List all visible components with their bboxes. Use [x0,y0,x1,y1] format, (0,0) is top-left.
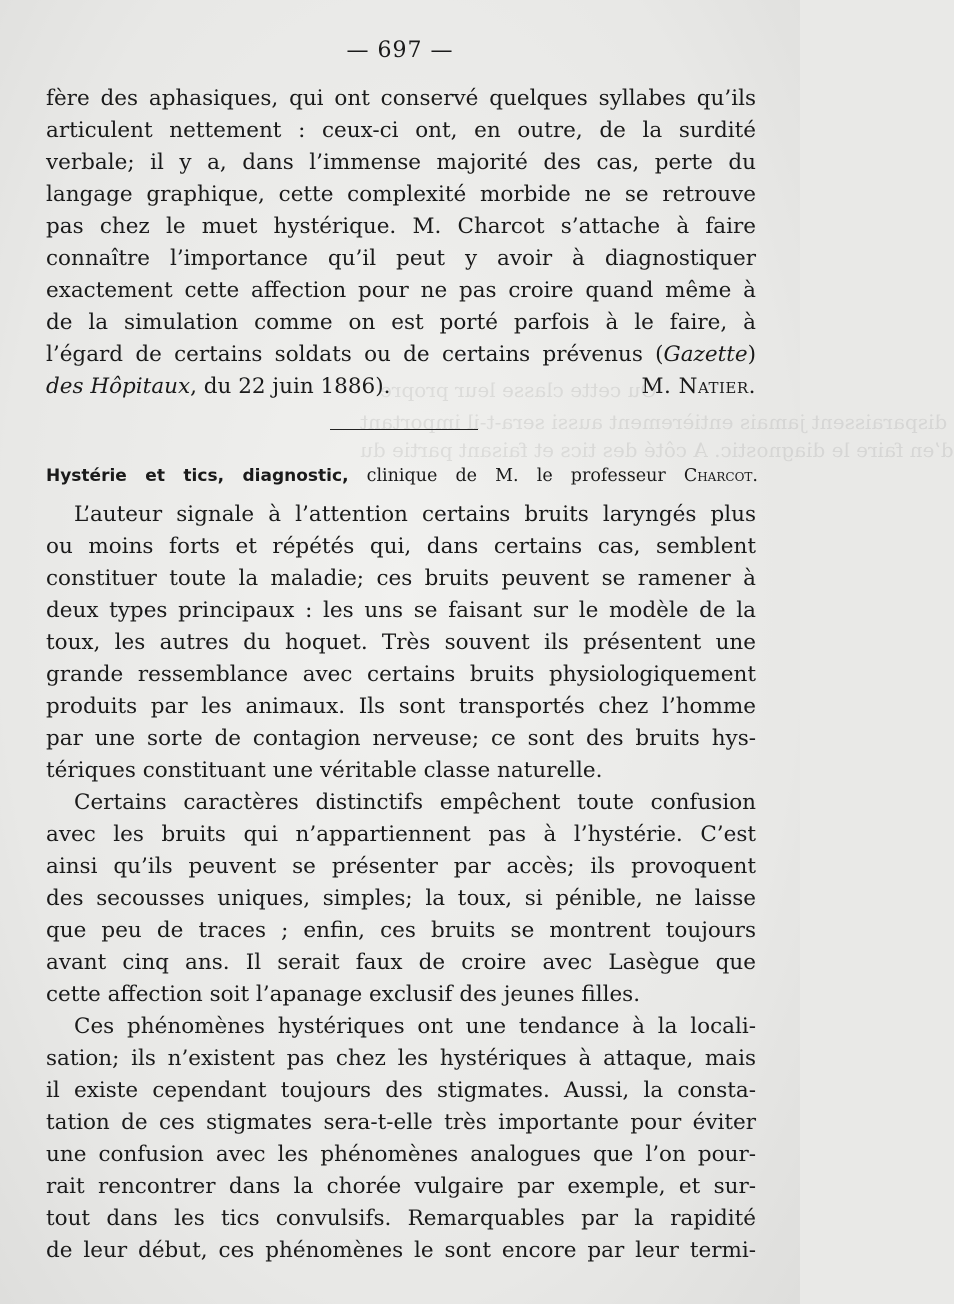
section-divider [330,429,478,430]
text-line: exactement cette affection pour ne pas croire quand même à [46,278,756,303]
text-line: tériques constituant une véritable classe naturelle. [46,758,603,783]
article-title: Hystérie et tics, diagnostic, [46,466,349,486]
text-line: sation; ils n’existent pas chez les hystériques à attaque, mais [46,1046,756,1071]
text-line: Ces phénomènes hystériques ont une tendance à la locali- [74,1014,756,1039]
text-line: constituer toute la maladie; ces bruits peuvent se ramener à [46,566,756,591]
text-line: avant cinq ans. Il serait faux de croire avec Lasègue que [46,950,756,975]
article-heading [46,461,758,491]
author-signature: M. Natier. [641,374,756,399]
text-line: verbale; il y a, dans l’immense majorité des cas, perte du [46,150,756,175]
citation-date: , du 22 juin 1886). [190,374,391,399]
text-line: grande ressemblance avec certains bruits physiologiquement [46,662,756,687]
text-line: par une sorte de contagion nerveuse; ce sont des bruits hys- [46,726,756,751]
text-line: de leur début, ces phénomènes le sont encore par leur termi- [46,1238,756,1263]
bleed-through-text: disparaissent jamais entièrement aussi sera-t-il important [360,410,948,434]
text-line: fère des aphasiques, qui ont conservé quelques syllabes qu’ils [46,86,756,111]
text-line: l’égard de certains soldats ou de certains prévenus (Gazette) [46,342,756,367]
citation-signature-row [46,372,756,402]
text-line: articulent nettement : ceux-ci ont, en outre, de la surdité [46,118,756,143]
text-line: deux types principaux : les uns se faisant sur le modèle de la [46,598,756,623]
text-line: que peu de traces ; enfin, ces bruits se montrent toujours [46,918,756,943]
text-line: tation de ces stigmates sera-t-elle très importante pour éviter [46,1110,756,1135]
text-line: rait rencontrer dans la chorée vulgaire par exemple, et sur- [46,1174,756,1199]
bleed-through-text: Ou cette classe leur propre [380,378,657,402]
text-line: L’auteur signale à l’attention certains bruits laryngés plus [74,502,756,527]
text-line: avec les bruits qui n’appartiennent pas à l’hystérie. C’est [46,822,756,847]
text-line: il existe cependant toujours des stigmates. Aussi, la consta- [46,1078,756,1103]
text-line: une confusion avec les phénomènes analogues que l’on pour- [46,1142,756,1167]
text-line: cette affection soit l’apanage exclusif des jeunes filles. [46,982,641,1007]
text-segment: l’égard de certains soldats ou de certains prévenus ( [46,342,664,367]
journal-title-part: Gazette [663,342,748,367]
text-line: ou moins forts et répétés qui, dans certains cas, semblent [46,534,756,559]
text-line: des secousses uniques, simples; la toux, si pénible, ne laisse [46,886,756,911]
text-line: Certains caractères distinctifs empêchent toute confusion [74,790,756,815]
journal-title-part: des Hôpitaux [46,374,191,399]
page-number: — 697 — [346,38,454,63]
professor-name: Charcot. [683,466,758,486]
text-line: toux, les autres du hoquet. Très souvent ils présentent une [46,630,756,655]
bleed-through-text: d’en faire le diagnostic. A côté des tics et faisant partie du [360,438,954,462]
text-line: langage graphique, cette complexité morbide ne se retrouve [46,182,756,207]
text-line: de la simulation comme on est porté parfois à le faire, à [46,310,756,335]
citation-end [46,372,390,402]
text-line: connaître l’importance qu’il peut y avoir à diagnostiquer [46,246,756,271]
text-line: ainsi qu’ils peuvent se présenter par accès; ils provoquent [46,854,756,879]
text-line: produits par les animaux. Ils sont transportés chez l’homme [46,694,756,719]
text-line: tout dans les tics convulsifs. Remarquables par la rapidité [46,1206,756,1231]
text-line: pas chez le muet hystérique. M. Charcot s’attache à faire [46,214,756,239]
article-subtitle: clinique de M. le professeur [366,466,666,486]
